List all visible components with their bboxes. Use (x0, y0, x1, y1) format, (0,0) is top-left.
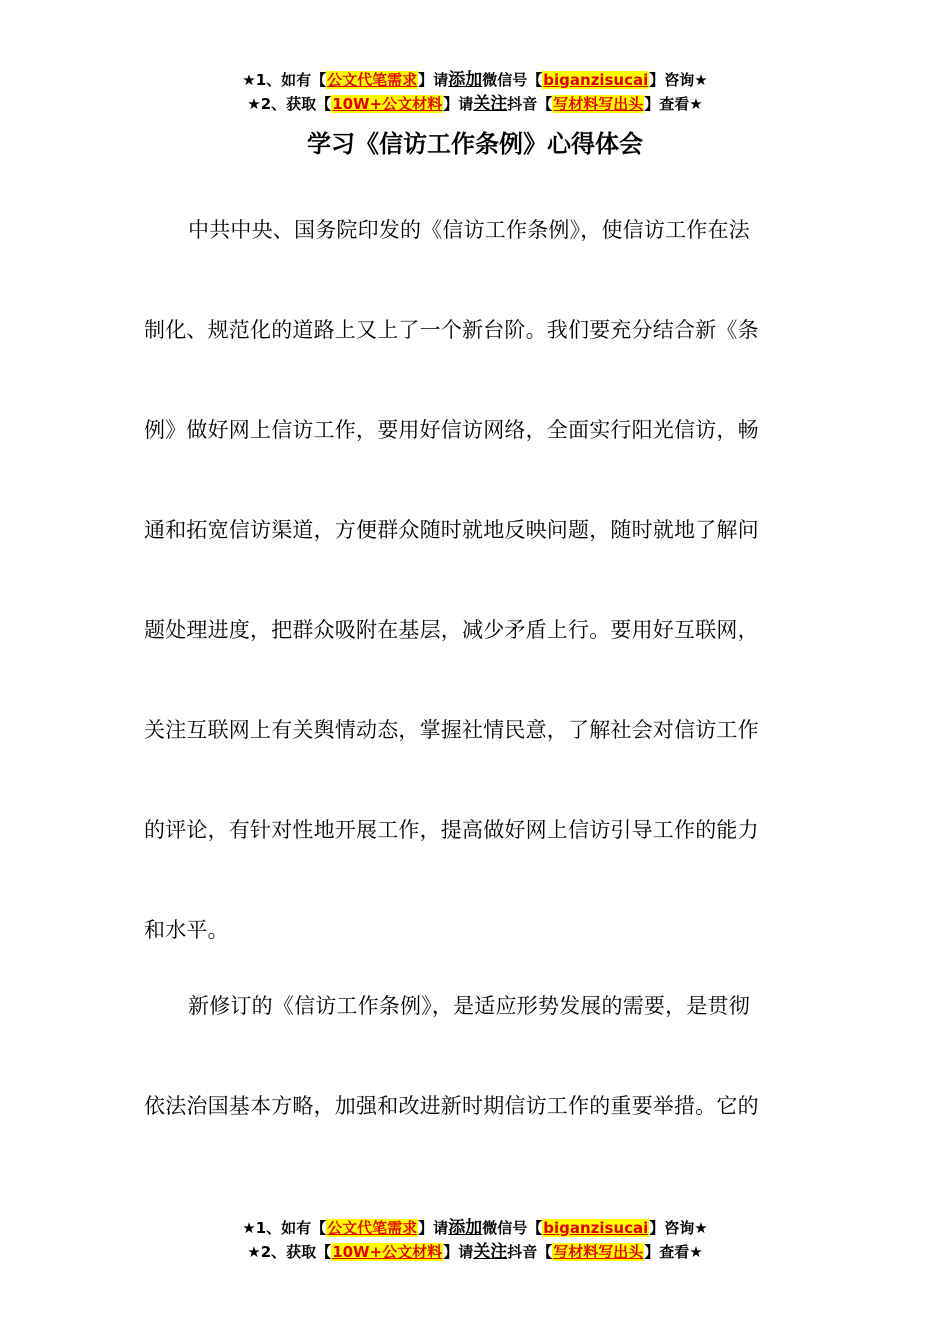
banner-emphasis: 添加 (448, 1218, 483, 1238)
banner-highlight: 10W+公文材料 (332, 1243, 443, 1261)
header-banner (0, 68, 950, 116)
text-line: 关注互联网上有关舆情动态，掌握社情民意，了解社会对信访工作 (144, 718, 759, 742)
banner-highlight: 公文代笔需求 (327, 1219, 418, 1237)
banner-text: 抖音【 (507, 1243, 553, 1261)
text-line: 例》做好网上信访工作，要用好信访网络，全面实行阳光信访，畅 (144, 418, 759, 442)
banner-text: ★2、获取【 (247, 95, 332, 113)
text-line: 中共中央、国务院印发的《信访工作条例》，使信访工作在法 (188, 218, 750, 242)
banner-text: 】请 (443, 1243, 474, 1261)
banner-highlight-wechat: biganzisucai (543, 71, 649, 89)
banner-emphasis: 关注 (473, 94, 508, 114)
text-line: 和水平。 (144, 918, 229, 942)
banner-text: ★2、获取【 (247, 1243, 332, 1261)
paragraph-1 (144, 180, 794, 980)
banner-line-2 (0, 1240, 950, 1264)
text-line: 新修订的《信访工作条例》，是适应形势发展的需要，是贯彻 (188, 994, 750, 1018)
banner-highlight: 公文代笔需求 (327, 71, 418, 89)
document-title: 学习《信访工作条例》心得体会 (307, 130, 643, 158)
paragraph-2 (144, 956, 794, 1156)
banner-text: 抖音【 (507, 95, 553, 113)
banner-line-1 (0, 1216, 950, 1240)
text-line: 制化、规范化的道路上又上了一个新台阶。我们要充分结合新《条 (144, 318, 759, 342)
banner-line-1 (0, 68, 950, 92)
banner-text: 】咨询★ (649, 71, 708, 89)
banner-text: 】查看★ (644, 95, 703, 113)
banner-highlight-wechat: biganzisucai (543, 1219, 649, 1237)
text-line: 通和拓宽信访渠道，方便群众随时就地反映问题，随时就地了解问 (144, 518, 759, 542)
banner-emphasis: 添加 (448, 70, 483, 90)
banner-highlight: 10W+公文材料 (332, 95, 443, 113)
banner-text: 】咨询★ (649, 1219, 708, 1237)
banner-text: 】请 (443, 95, 474, 113)
text-line: 依法治国基本方略，加强和改进新时期信访工作的重要举措。它的 (144, 1094, 759, 1118)
banner-text: ★1、如有【 (242, 71, 327, 89)
text-line: 的评论，有针对性地开展工作，提高做好网上信访引导工作的能力 (144, 818, 759, 842)
banner-text: 】查看★ (644, 1243, 703, 1261)
banner-text: 微信号【 (482, 1219, 543, 1237)
banner-text: ★1、如有【 (242, 1219, 327, 1237)
banner-text: 】请 (418, 1219, 449, 1237)
banner-text: 】请 (418, 71, 449, 89)
banner-emphasis: 关注 (473, 1242, 508, 1262)
banner-highlight-douyin: 写材料写出头 (553, 1243, 644, 1261)
banner-line-2 (0, 92, 950, 116)
banner-highlight-douyin: 写材料写出头 (553, 95, 644, 113)
footer-banner (0, 1216, 950, 1264)
document-body (144, 180, 794, 1156)
banner-text: 微信号【 (482, 71, 543, 89)
text-line: 题处理进度，把群众吸附在基层，减少矛盾上行。要用好互联网， (144, 618, 759, 642)
